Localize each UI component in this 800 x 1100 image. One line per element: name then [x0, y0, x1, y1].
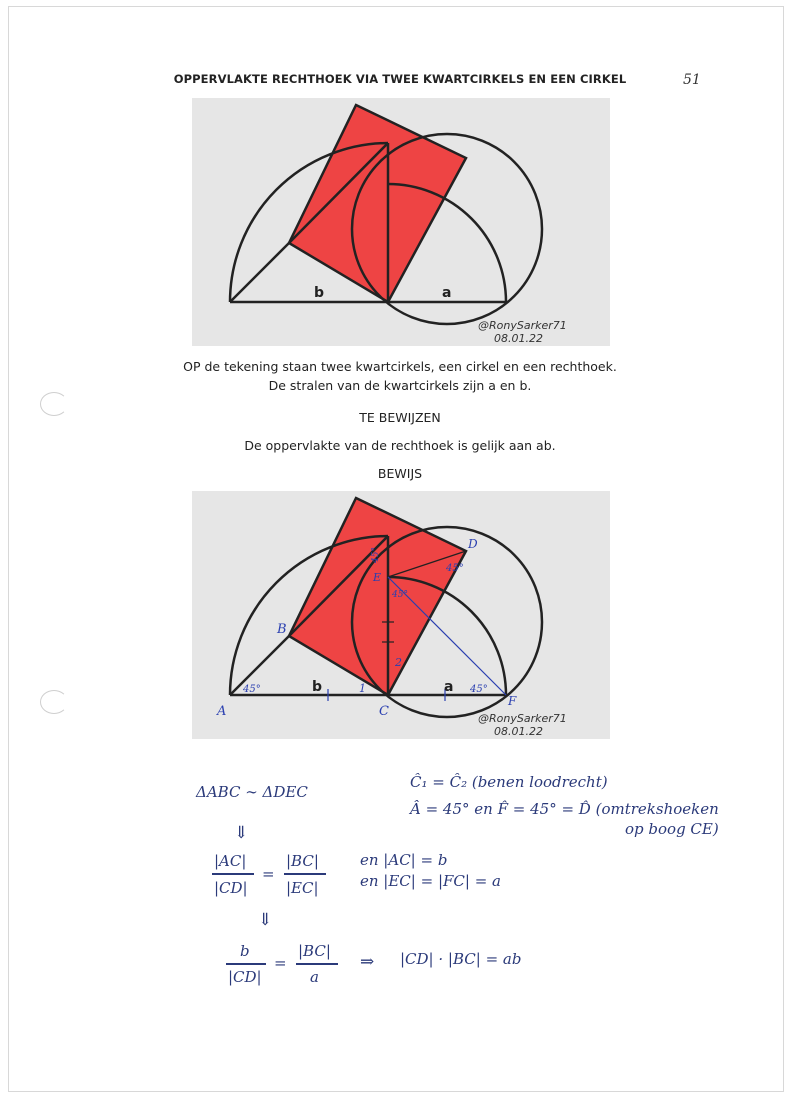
conclusion: |CD| · |BC| = ab — [400, 950, 522, 968]
fraction-3-denominator: |CD| — [228, 968, 262, 986]
angle-c2-label: 2 — [395, 656, 402, 669]
fraction-1-bar — [212, 873, 254, 875]
fraction-3-numerator: b — [240, 942, 250, 960]
point-b-label: B — [277, 622, 287, 637]
angle-c1-label: 1 — [359, 682, 366, 695]
watermark-handle: @RonySarker71 — [478, 319, 567, 332]
angles-equal-statement: Ĉ₁ = Ĉ₂ (benen loodrecht) — [410, 773, 608, 791]
angle-d-label: 45° — [446, 563, 464, 574]
figure-one — [192, 98, 610, 346]
angles-45-continued: op boog CE) — [625, 820, 719, 838]
page-number: 51 — [683, 72, 701, 88]
angles-45-statement: Â = 45° en F̂ = 45° = D̂ (omtrekshoeken — [410, 800, 719, 818]
equals-sign-1: = — [262, 865, 275, 883]
intro-line-2: De stralen van de kwartcirkels zijn a en b. — [268, 378, 532, 393]
fraction-1-denominator: |CD| — [214, 879, 248, 897]
angle-e-low-label: 45° — [392, 590, 408, 600]
label-b: b — [314, 285, 325, 301]
figure-two-drawing — [192, 491, 610, 739]
angle-f-label: 45° — [470, 684, 488, 695]
intro-line-1: OP de tekening staan twee kwartcirkels, een cirkel en een rechthoek. — [183, 359, 617, 374]
figure-one-drawing — [192, 98, 610, 346]
fraction-4-numerator: |BC| — [298, 942, 331, 960]
fraction-4-denominator: a — [310, 968, 319, 986]
equals-sign-2: = — [274, 954, 287, 972]
fraction-1-numerator: |AC| — [214, 852, 247, 870]
angle-e-top-label: 45° — [371, 547, 381, 563]
punch-hole-bottom — [40, 690, 68, 714]
angle-a-label: 45° — [243, 684, 261, 695]
down-arrow-1: ⇓ — [234, 823, 249, 843]
watermark-handle: @RonySarker71 — [478, 712, 567, 725]
point-d-label: D — [468, 537, 478, 551]
label-a: a — [444, 679, 454, 695]
fraction-2-bar — [284, 873, 326, 875]
fraction-4-bar — [296, 963, 338, 965]
point-c-label: C — [379, 704, 389, 719]
down-arrow-2: ⇓ — [258, 910, 273, 930]
implies-arrow: ⇒ — [360, 952, 375, 972]
note-ac: en |AC| = b — [360, 851, 448, 869]
label-b: b — [312, 679, 323, 695]
to-prove-text: De oppervlakte van de rechthoek is gelijk aan ab. — [244, 438, 556, 453]
to-prove-heading: TE BEWIJZEN — [359, 410, 441, 425]
similarity-statement: ΔABC ∼ ΔDEC — [196, 783, 308, 801]
page-title: OPPERVLAKTE RECHTHOEK VIA TWEE KWARTCIRKELS EN EEN CIRKEL — [173, 72, 627, 86]
figure-two — [192, 491, 610, 739]
fraction-2-numerator: |BC| — [286, 852, 319, 870]
fraction-3-bar — [226, 963, 266, 965]
point-e-label: E — [373, 571, 382, 584]
fraction-2-denominator: |EC| — [286, 879, 319, 897]
note-ec: en |EC| = |FC| = a — [360, 872, 501, 890]
label-a: a — [442, 285, 452, 301]
watermark-date: 08.01.22 — [494, 332, 543, 345]
point-f-label: F — [508, 694, 517, 708]
point-a-label: A — [217, 704, 227, 719]
watermark-date: 08.01.22 — [494, 725, 543, 738]
proof-heading: BEWIJS — [377, 466, 423, 481]
